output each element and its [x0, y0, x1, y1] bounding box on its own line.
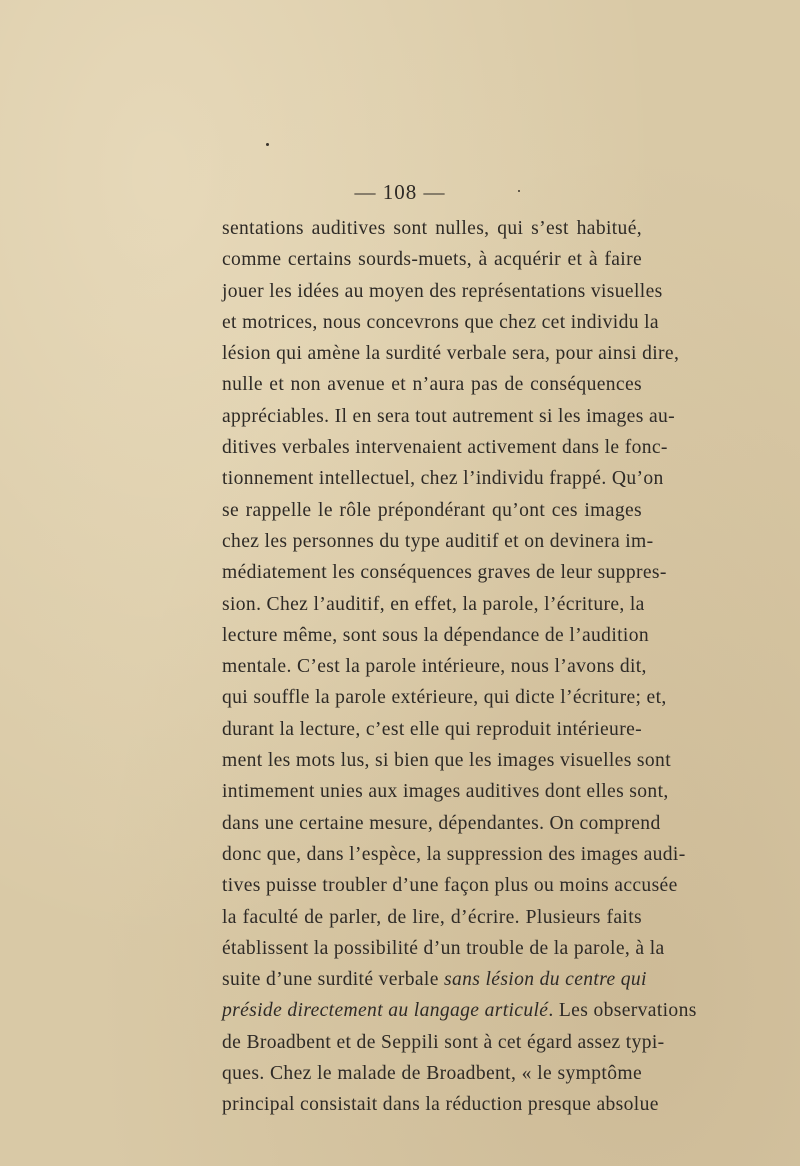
text-line: intimement unies aux images auditives dont elles sont,: [222, 781, 669, 803]
italic-phrase: préside directement au langage articulé: [222, 1000, 549, 1022]
text-line: comme certains sourds-muets, à acquérir et à faire: [222, 249, 642, 271]
text-line: appréciables. Il en sera tout autrement si les images au-: [222, 405, 676, 427]
text-line: préside directement au langage articulé. Les observations: [222, 1000, 697, 1022]
text-line: lésion qui amène la surdité verbale sera, pour ainsi dire,: [222, 343, 680, 365]
page-number: — 108 —: [354, 180, 446, 204]
text-line: ditives verbales intervenaient activement dans le fonc-: [222, 437, 668, 459]
text-line: chez les personnes du type auditif et on devinera im-: [222, 530, 654, 552]
text-line: ment les mots lus, si bien que les images visuelles sont: [222, 750, 671, 772]
text-line: médiatement les conséquences graves de leur suppres-: [222, 562, 667, 584]
italic-phrase: sans lésion du centre qui: [444, 969, 647, 991]
ink-speck: [266, 143, 269, 146]
text-line: tives puisse troubler d’une façon plus ou moins accusée: [222, 875, 678, 897]
text-line: sentations auditives sont nulles, qui s’est habitué,: [222, 218, 642, 239]
text-line: lecture même, sont sous la dépendance de l’audition: [222, 624, 650, 646]
text-line: dans une certaine mesure, dépendantes. On comprend: [222, 812, 661, 834]
text-line: suite d’une surdité verbale sans lésion du centre qui: [222, 969, 647, 991]
text-line: tionnement intellectuel, chez l’individu frappé. Qu’on: [222, 468, 664, 490]
text-line: jouer les idées au moyen des représentations visuelles: [222, 280, 663, 302]
text-line: mentale. C’est la parole intérieure, nous l’avons dit,: [222, 656, 647, 678]
text-line: et motrices, nous concevrons que chez cet individu la: [222, 311, 659, 333]
text-line: sion. Chez l’auditif, en effet, la parole, l’écriture, la: [222, 593, 645, 615]
body-text: [222, 213, 697, 1121]
text-line: principal consistait dans la réduction presque absolue: [222, 1094, 659, 1116]
text-line: se rappelle le rôle prépondérant qu’ont ces images: [222, 499, 642, 521]
text-line: la faculté de parler, de lire, d’écrire. Plusieurs faits: [222, 906, 642, 928]
text-line: donc que, dans l’espèce, la suppression des images audi-: [222, 843, 686, 865]
text-line: établissent la possibilité d’un trouble de la parole, à la: [222, 937, 665, 959]
text-line: de Broadbent et de Seppili sont à cet égard assez typi-: [222, 1031, 665, 1053]
text-line: ques. Chez le malade de Broadbent, « le symptôme: [222, 1063, 642, 1085]
text-line: durant la lecture, c’est elle qui reproduit intérieure-: [222, 718, 642, 740]
text-line: qui souffle la parole extérieure, qui dicte l’écriture; et,: [222, 687, 667, 709]
text-line: nulle et non avenue et n’aura pas de conséquences: [222, 374, 642, 396]
